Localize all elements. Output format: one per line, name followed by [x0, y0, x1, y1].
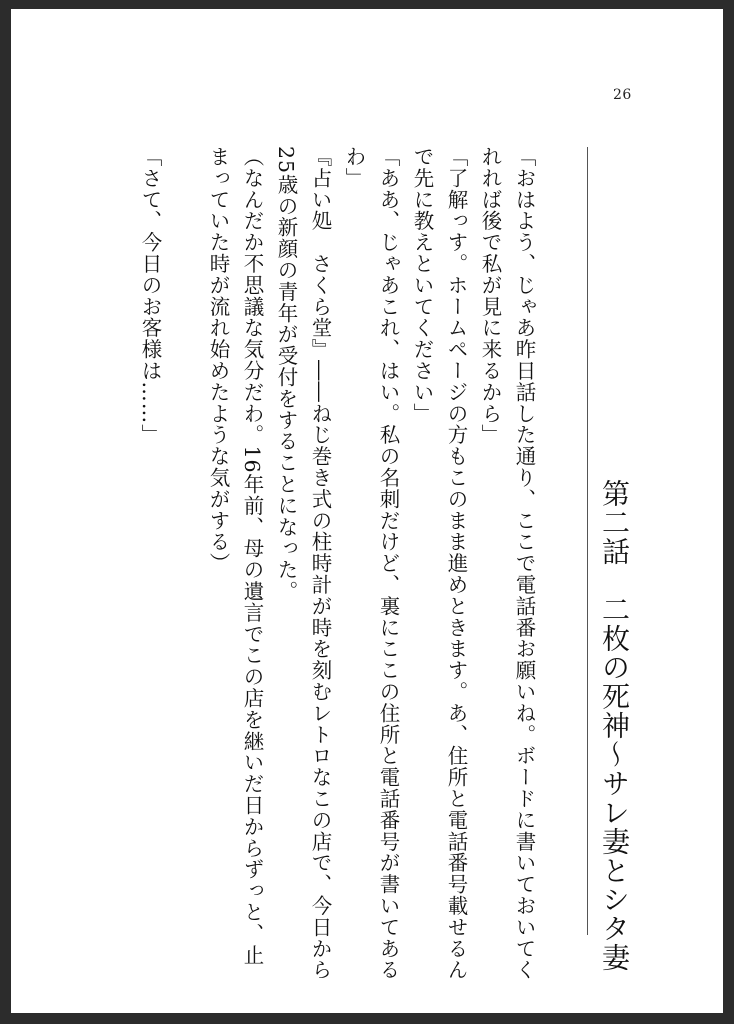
paragraph: 「さて、今日のお客様は……」 — [138, 146, 162, 446]
paragraph: （なんだか不思議な気分だわ。16年前、母の遺言でこの店を継いだ日からずっと、止まっていた時が流れ始めたような気がする） — [206, 146, 264, 966]
book-page — [11, 9, 723, 1013]
chapter-title-rule — [587, 147, 588, 935]
paragraph: 「おはよう、じゃあ昨日話した通り、ここで電話番お願いね。ボードに書いておいてくれれば後で私が見に来るから」 — [478, 146, 536, 981]
paragraph: 『占い処 さくら堂』――ねじ巻き式の柱時計が時を刻むレトロなこの店で、今日から25歳の新顔の青年が受付をすることになった。 — [274, 146, 332, 981]
body-text — [133, 146, 541, 986]
page-number: 26 — [613, 87, 632, 103]
paragraph: 「ああ、じゃあこれ、はい。私の名刺だけど、裏にここの住所と電話番号が書いてあるわ」 — [342, 146, 400, 981]
paragraph: 「了解っす。ホームページの方もこのまま進めときます。あ、住所と電話番号載せるんで先に教えといてください」 — [410, 146, 468, 981]
chapter-title: 第二話 二枚の死神～サレ妻とシタ妻 — [598, 479, 631, 972]
blank-line — [167, 146, 201, 986]
